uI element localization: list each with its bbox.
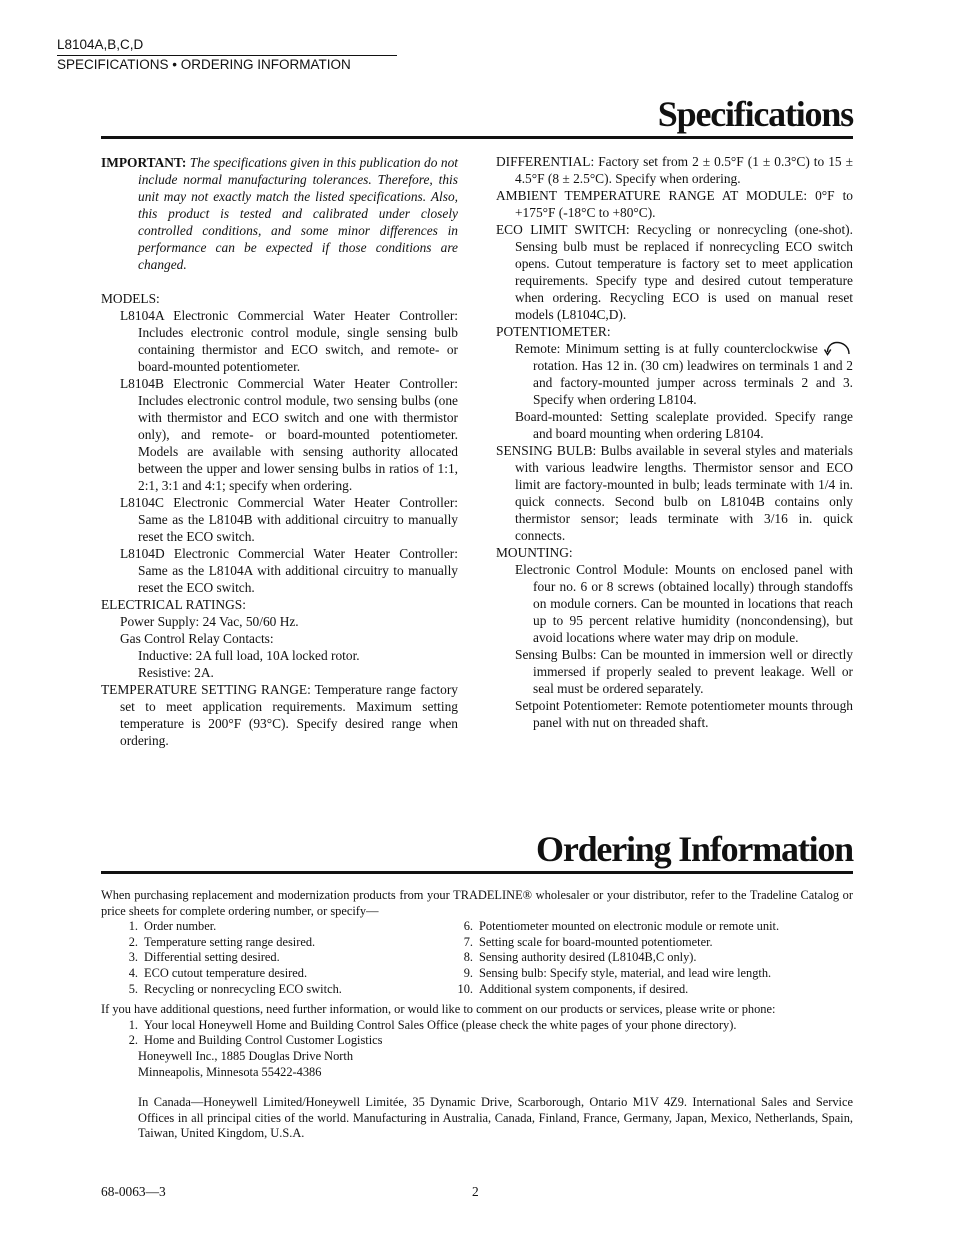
mounting-potentiometer: Setpoint Potentiometer: Remote potentiometer mounts through panel with nut on threaded shaft. — [515, 698, 853, 730]
ordering-title: Ordering Information — [536, 829, 853, 869]
list-item-number: 4. — [128, 965, 138, 980]
list-item-text: ECO cutout temperature desired. — [144, 965, 308, 980]
ordering-section — [101, 888, 853, 1142]
list-item — [436, 919, 853, 935]
counterclockwise-rotation-icon — [823, 341, 853, 356]
mounting-module: Electronic Control Module: Mounts on enclosed panel with four no. 6 or 8 screws (obtained locally) through standoffs on module corners. Can be mounted in locations that reach up to 95 percent relative humidity (noncondensing), but avoid locations where water may drip on module. — [515, 562, 853, 645]
list-item-number: 3. — [128, 950, 138, 965]
specifications-rule — [101, 136, 853, 139]
list-item — [436, 982, 853, 998]
potentiometer-board: Board-mounted: Setting scaleplate provided. Specify range and board mounting when ordering L8104. — [515, 409, 853, 441]
list-item — [436, 966, 853, 982]
potentiometer-remote-text-a: Remote: Minimum setting is at fully counterclockwise — [515, 341, 818, 356]
list-item-text: Order number. — [144, 919, 217, 934]
contact-text: Home and Building Control Customer Logistics — [144, 1033, 383, 1048]
potentiometer-heading: POTENTIOMETER: — [496, 324, 611, 339]
list-item-number: 1. — [128, 919, 138, 934]
electrical-heading: ELECTRICAL RATINGS: — [101, 597, 246, 612]
list-item — [436, 950, 853, 966]
list-item — [101, 935, 436, 951]
relay-contacts: Gas Control Relay Contacts: — [120, 631, 274, 646]
header-model: L8104A,B,C,D — [57, 37, 144, 52]
list-item — [101, 950, 436, 966]
differential: DIFFERENTIAL: Factory set from 2 ± 0.5°F (1 ± 0.3°C) to 15 ± 4.5°F (8 ± 2.5°C). Specify when ordering. — [496, 154, 853, 186]
power-supply: Power Supply: 24 Vac, 50/60 Hz. — [120, 614, 299, 629]
mounting-heading: MOUNTING: — [496, 545, 573, 560]
list-item-text: Recycling or nonrecycling ECO switch. — [144, 981, 342, 996]
list-item-text: Sensing authority desired (L8104B,C only). — [479, 950, 697, 965]
footer-doc-number: 68-0063—3 — [101, 1184, 166, 1199]
models-heading: MODELS: — [101, 291, 160, 306]
list-item-text: Temperature setting range desired. — [144, 934, 316, 949]
specifications-left-column — [101, 154, 458, 749]
relay-resistive: Resistive: 2A. — [138, 665, 214, 680]
contact-item — [101, 1033, 853, 1049]
mounting-bulbs: Sensing Bulbs: Can be mounted in immersion well or directly immersed if properly sealed to prevent leakage. Well or seal must be ordered separately. — [515, 647, 853, 696]
list-item-text: Additional system components, if desired. — [479, 981, 689, 996]
important-label: IMPORTANT: — [101, 155, 187, 170]
contact-item — [101, 1018, 853, 1034]
list-item-number: 10. — [457, 981, 473, 996]
contact-address-line: Minneapolis, Minnesota 55422-4386 — [138, 1064, 322, 1079]
list-item — [101, 982, 436, 998]
list-item-number: 6. — [463, 919, 473, 934]
model-l8104d: L8104D Electronic Commercial Water Heater Controller: Same as the L8104A with additional circuitry to manually reset the ECO switch. — [120, 546, 458, 595]
ordering-list-right — [436, 919, 853, 997]
contact-number: 1. — [128, 1017, 138, 1032]
list-item-number: 7. — [463, 934, 473, 949]
potentiometer-remote — [496, 340, 853, 408]
eco-limit-switch: ECO LIMIT SWITCH: Recycling or nonrecycling (one-shot). Sensing bulb must be replaced if nonrecycling ECO switch opens. Cutout temperature is factory set to meet application requirements. Specify type and desired cutout temperature when ordering. Recycling ECO is used on manual reset models (L8104C,D). — [496, 222, 853, 322]
list-item-number: 2. — [128, 934, 138, 949]
contact-text: Your local Honeywell Home and Building Control Sales Office (please check the white pages of your phone directory). — [144, 1017, 737, 1032]
footer-page-number: 2 — [472, 1184, 479, 1199]
list-item — [101, 966, 436, 982]
canada-info: In Canada—Honeywell Limited/Honeywell Limitée, 35 Dynamic Drive, Scarborough, Ontario M1V 4Z9. International Sales and Service Offices in all principal cities of the world. Manufacturing in Australia, Canada, Finland, France, Germany, Japan, Mexico, Netherlands, Spain, Taiwan, United Kingdom, U.S.A. — [138, 1095, 853, 1141]
specifications-title: Specifications — [657, 94, 853, 134]
running-header — [57, 36, 397, 74]
specifications-right-column — [496, 153, 853, 731]
important-text: The specifications given in this publication do not include normal manufacturing tolerances. Therefore, this unit may not exactly match the listed specifications. Also, this product is tested and calibrated under closely controlled conditions, and some minor differences in performance can be expected if those conditions are changed. — [138, 155, 458, 272]
list-item-number: 9. — [463, 965, 473, 980]
model-l8104c: L8104C Electronic Commercial Water Heater Controller: Same as the L8104B with additional circuitry to manually reset the ECO switch. — [120, 495, 458, 544]
model-l8104a: L8104A Electronic Commercial Water Heater Controller: Includes electronic control module, single sensing bulb containing thermistor and ECO switch, and remote- or board-mounted potentiometer. — [120, 308, 458, 374]
list-item-text: Sensing bulb: Specify style, material, and lead wire length. — [479, 965, 772, 980]
ordering-list-left — [101, 919, 436, 997]
list-item — [436, 935, 853, 951]
list-item-text: Setting scale for board-mounted potentiometer. — [479, 934, 713, 949]
important-note — [101, 154, 458, 273]
ordering-intro: When purchasing replacement and modernization products from your TRADELINE® wholesaler or your distributor, refer to the Tradeline Catalog or price sheets for complete ordering number, or specify— — [101, 888, 853, 918]
model-l8104b: L8104B Electronic Commercial Water Heater Controller: Includes electronic control module, two sensing bulbs (one with thermistor and ECO switch and one with thermistor only), and remote- or board-mounted potentiometer. Models are available with sensing authority allocated between the upper and lower sensing bulbs in ratios of 1:1, 2:1, 3:1 and 4:1; specify when ordering. — [120, 376, 458, 493]
list-item — [101, 919, 436, 935]
temperature-setting-range: TEMPERATURE SETTING RANGE: Temperature range factory set to meet application requirements. Maximum setting temperature is 200°F (93°C). Specify desired range when ordering. — [101, 682, 458, 748]
sensing-bulb: SENSING BULB: Bulbs available in several styles and materials with various leadwire lengths. Thermistor sensor and ECO limit are factory-mounted in bulb; leads terminate with 1/4 in. quick connects. Second bulb on L8104B contains only thermistor sensor; leads terminate with 3/16 in. quick connects. — [496, 443, 853, 543]
list-item-text: Differential setting desired. — [144, 950, 280, 965]
ordering-list — [101, 919, 853, 997]
header-section: SPECIFICATIONS • ORDERING INFORMATION — [57, 57, 351, 72]
ordering-questions: If you have additional questions, need further information, or would like to comment on our products or services, please write or phone: — [101, 1002, 776, 1017]
list-item-number: 8. — [463, 950, 473, 965]
list-item-text: Potentiometer mounted on electronic module or remote unit. — [479, 919, 780, 934]
potentiometer-remote-text-b: rotation. Has 12 in. (30 cm) leadwires on terminals 1 and 2 and factory-mounted jumper across terminals 2 and 3. Specify when ordering L8104. — [533, 358, 853, 407]
ordering-rule — [101, 871, 853, 874]
contact-address-line: Honeywell Inc., 1885 Douglas Drive North — [138, 1048, 354, 1063]
list-item-number: 5. — [128, 981, 138, 996]
relay-inductive: Inductive: 2A full load, 10A locked rotor. — [138, 648, 360, 663]
ambient-temperature: AMBIENT TEMPERATURE RANGE AT MODULE: 0°F to +175°F (-18°C to +80°C). — [496, 188, 853, 220]
contact-number: 2. — [128, 1033, 138, 1048]
